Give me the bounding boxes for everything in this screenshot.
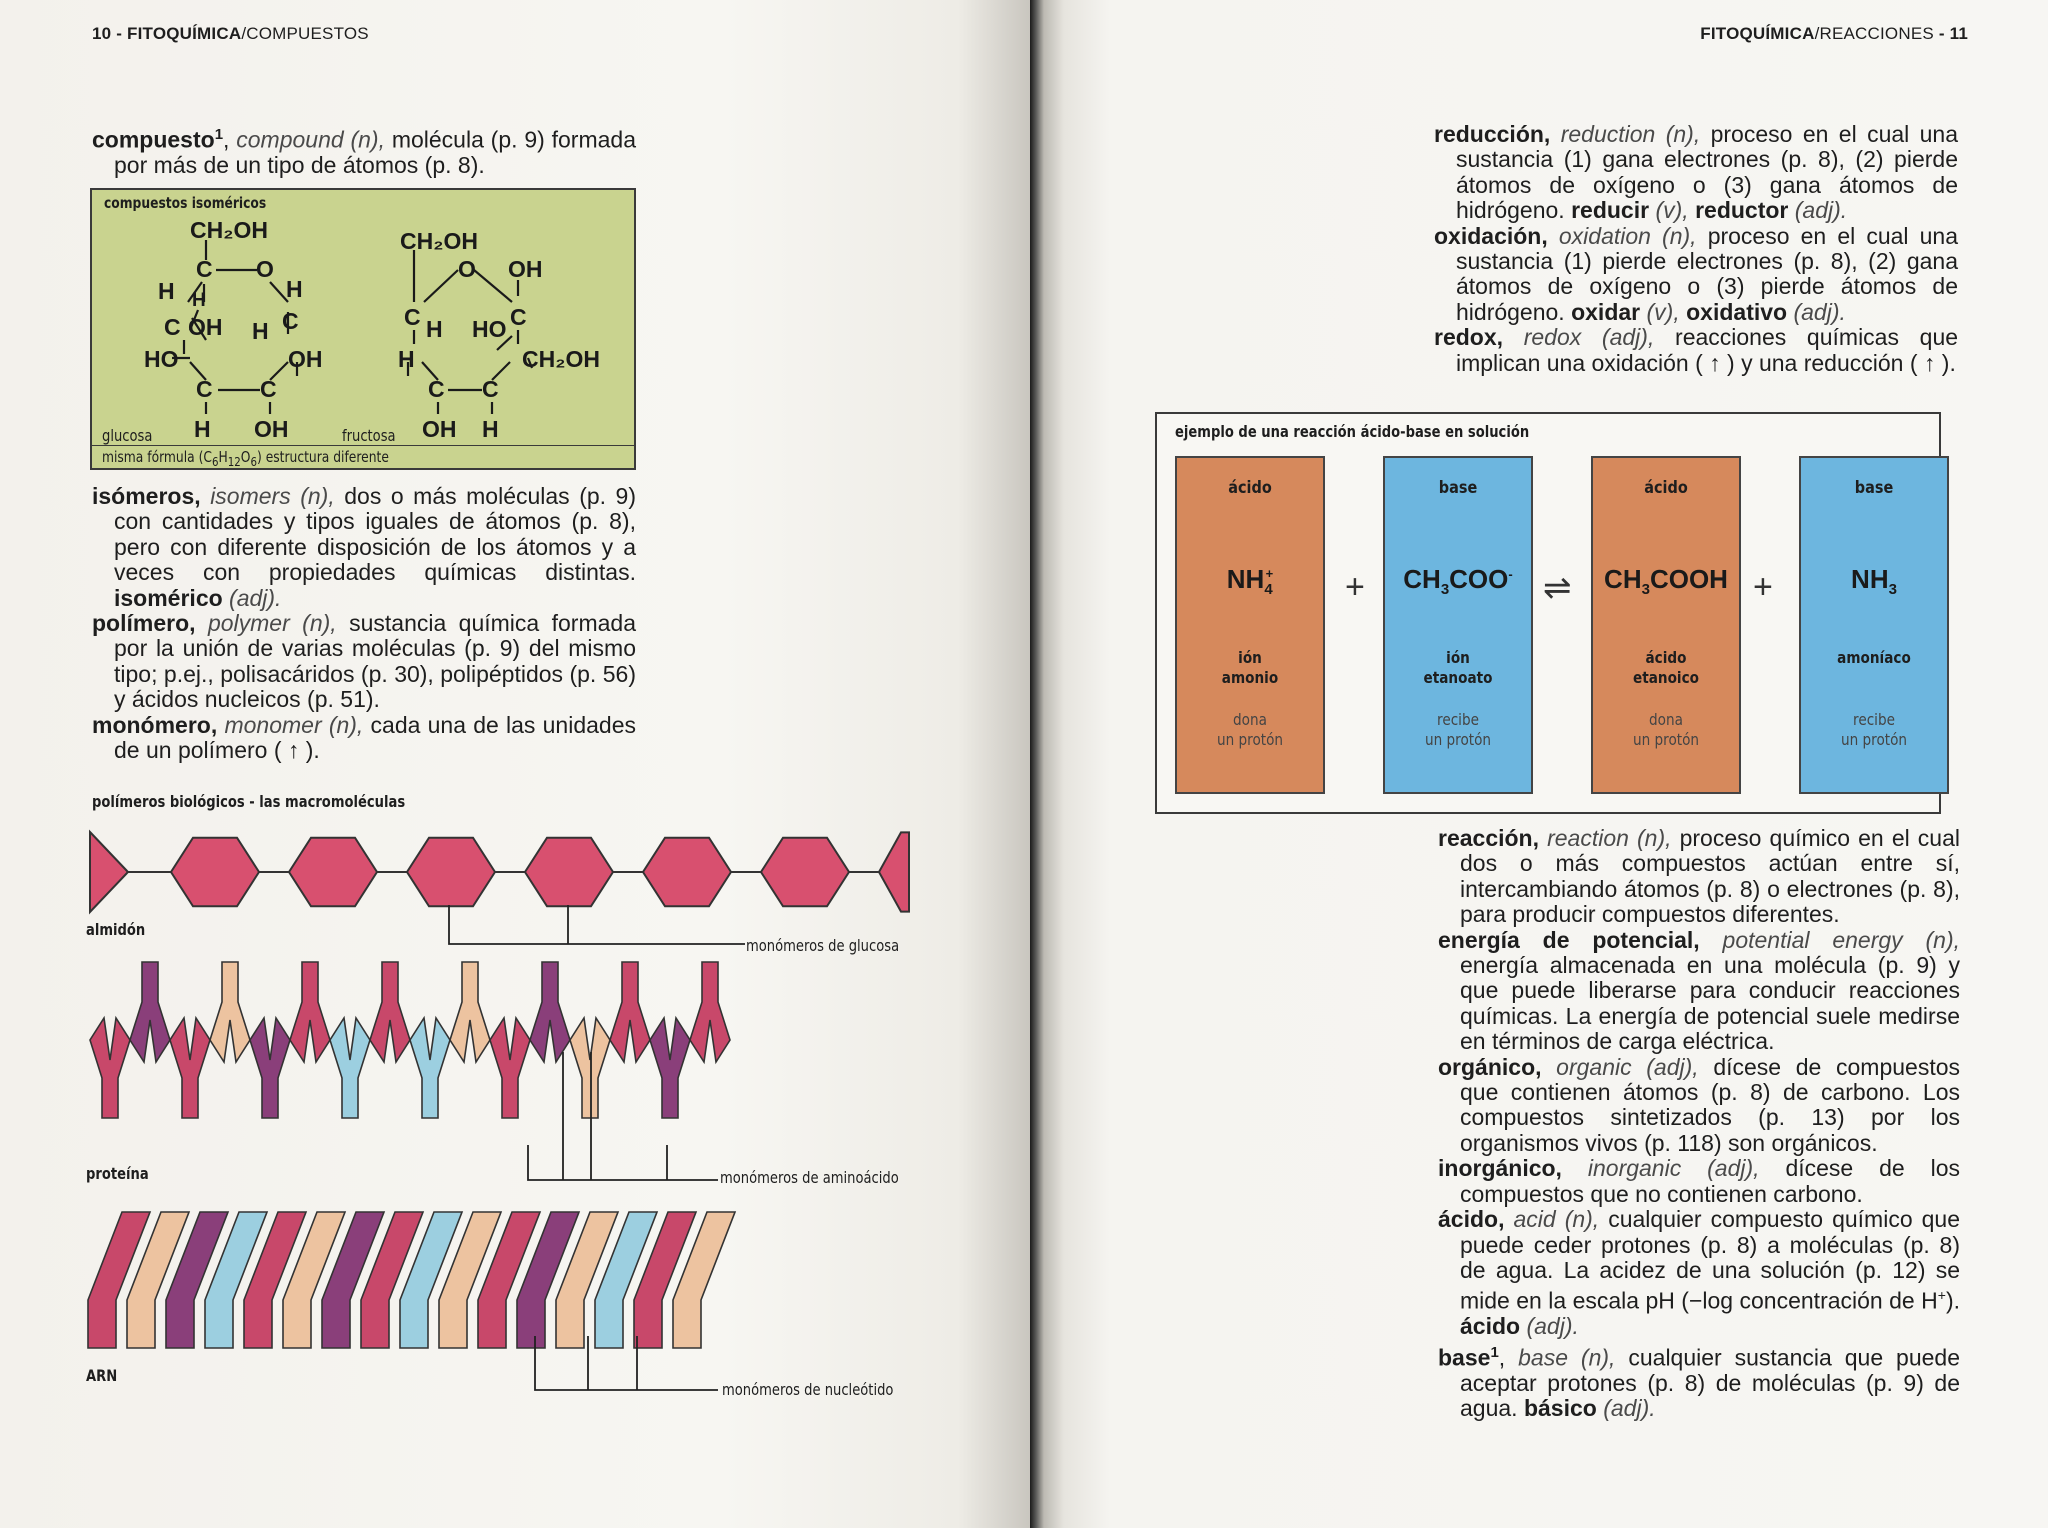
headword: reacción, bbox=[1438, 825, 1539, 851]
atom-oh: OH bbox=[508, 256, 543, 282]
headword: redox, bbox=[1434, 324, 1504, 351]
headword: inorgánico, bbox=[1438, 1155, 1562, 1182]
definition: proceso en el cual una sustancia (1) pierde electrones (p. 8), (2) gana átomos de oxígeno o (3) pierde átomos de hidrógeno. bbox=[1456, 222, 1959, 325]
part-of-speech: (adj). bbox=[1793, 298, 1846, 325]
equilibrium-arrow: ⇌ bbox=[1543, 569, 1572, 607]
atom-c: C bbox=[196, 256, 213, 282]
headword: compuesto bbox=[92, 126, 215, 153]
english-term: polymer (n), bbox=[207, 610, 337, 637]
figure-title: ejemplo de una reacción ácido-base en solución bbox=[1175, 422, 1530, 441]
entry-redox bbox=[1434, 325, 1958, 376]
reaction-card-4 bbox=[1799, 456, 1949, 794]
derived-word: reductor bbox=[1695, 197, 1789, 224]
amino-acid-monomer bbox=[570, 1018, 610, 1118]
card-name: ión etanoato bbox=[1423, 648, 1493, 687]
headword: energía de potencial, bbox=[1438, 926, 1700, 953]
starch-callout: monómeros de glucosa bbox=[746, 936, 900, 955]
card-formula: $CH_3COOH$ bbox=[1604, 564, 1728, 599]
page-number-left: 10 - bbox=[92, 24, 128, 43]
card-kind: ácido bbox=[1644, 478, 1688, 498]
amino-acid-monomer bbox=[210, 962, 250, 1062]
english-term: monomer (n), bbox=[224, 711, 364, 738]
definition: dícese de los compuestos que no contienen carbono. bbox=[1460, 1155, 1961, 1207]
amino-acid-monomer bbox=[650, 1018, 690, 1118]
english-term: compound (n), bbox=[236, 126, 385, 153]
definition: molécula (p. 9) formada por más de un tipo de átomos (p. 8). bbox=[114, 126, 636, 179]
english-term: acid (n), bbox=[1513, 1206, 1600, 1233]
headword: orgánico, bbox=[1438, 1053, 1542, 1080]
atom-c: C bbox=[482, 376, 499, 402]
definition: proceso químico en el cual dos o más compuestos actúan entre sí, intercambiando átomos (p. 8) o electrones (p. 8), para producir compuestos diferentes. bbox=[1460, 825, 1961, 928]
starch-hexagon bbox=[289, 838, 377, 907]
atom-oh: OH bbox=[188, 314, 223, 340]
english-term: isomers (n), bbox=[210, 483, 335, 509]
fructose-label: fructosa bbox=[342, 426, 396, 445]
entry-energia-potencial bbox=[1438, 928, 1960, 1055]
headword: isómeros, bbox=[92, 483, 201, 509]
rna-callout: monómeros de nucleótido bbox=[722, 1380, 894, 1399]
english-term: base (n), bbox=[1518, 1344, 1616, 1371]
atom-c: C bbox=[404, 304, 421, 330]
english-term: inorganic (adj), bbox=[1587, 1155, 1760, 1182]
amino-acid-monomer bbox=[290, 962, 330, 1062]
plus-sign: + bbox=[1753, 568, 1773, 606]
card-name: ión amonio bbox=[1221, 648, 1279, 687]
atom-oh: OH bbox=[254, 416, 289, 442]
amino-acid-monomer bbox=[610, 962, 650, 1062]
glucose-label: glucosa bbox=[102, 426, 153, 445]
atom-ch2oh: CH₂OH bbox=[522, 346, 600, 372]
english-term: reaction (n), bbox=[1547, 825, 1672, 851]
derived-word: reducir bbox=[1571, 197, 1650, 224]
card-kind: base bbox=[1854, 478, 1894, 498]
atom-h: H bbox=[194, 416, 211, 442]
part-of-speech: (adj). bbox=[1526, 1313, 1579, 1340]
derived-word: isomérico bbox=[114, 584, 223, 611]
atom-o: O bbox=[458, 256, 476, 282]
atom-h: H bbox=[482, 416, 499, 442]
amino-acid-monomer bbox=[370, 962, 410, 1062]
entry-inorganico bbox=[1438, 1156, 1960, 1207]
derived-word: ácido bbox=[1460, 1313, 1521, 1340]
reaction-card-3 bbox=[1591, 456, 1741, 794]
headword-sup: 1 bbox=[1490, 1343, 1499, 1361]
atom-ch2oh: CH₂OH bbox=[400, 228, 478, 254]
card-formula: $NH_4^+$ bbox=[1226, 564, 1274, 599]
card-role: recibe un protón bbox=[1840, 710, 1908, 749]
part-of-speech: (v), bbox=[1646, 298, 1680, 325]
entry-block-right-bottom bbox=[1438, 826, 1960, 1422]
definition: cualquier compuesto químico que puede ceder protones (p. 8) a moléculas (p. 8) de agua. La acidez de una solución (p. 12) se mide en la escala pH (−log concentración de H bbox=[1460, 1206, 1961, 1314]
reaction-card-1 bbox=[1175, 456, 1325, 794]
derived-word: oxidativo bbox=[1686, 298, 1788, 325]
atom-h: H bbox=[192, 290, 206, 311]
atom-c: C bbox=[428, 376, 445, 402]
entry-oxidacion bbox=[1434, 224, 1958, 326]
english-term: oxidation (n), bbox=[1558, 222, 1697, 249]
running-head-section: FITOQUÍMICA bbox=[127, 24, 242, 43]
english-term: redox (adj), bbox=[1523, 324, 1655, 351]
derived-word: básico bbox=[1523, 1395, 1597, 1422]
atom-c: C bbox=[196, 376, 213, 402]
part-of-speech: (adj). bbox=[1794, 197, 1848, 224]
definition: cada una de las unidades de un polímero ( ↑ ). bbox=[114, 711, 637, 764]
amino-acid-monomer bbox=[170, 1018, 210, 1118]
starch-hexagon-partial bbox=[90, 832, 128, 912]
definition: cualquier sustancia que puede aceptar protones (p. 8) de moléculas (p. 9) de agua. bbox=[1460, 1344, 1960, 1422]
definition: proceso en el cual una sustancia (1) gana electrones (p. 8), (2) pierde átomos de oxígeno o (3) gana átomos de hidrógeno. bbox=[1456, 121, 1959, 224]
protein-chain bbox=[90, 962, 730, 1118]
english-term: reduction (n), bbox=[1560, 121, 1701, 147]
running-head-subsection: /REACCIONES bbox=[1814, 24, 1934, 43]
amino-acid-monomer bbox=[530, 962, 570, 1062]
card-name: amoníaco bbox=[1837, 648, 1911, 667]
protein-callout: monómeros de aminoácido bbox=[720, 1168, 899, 1187]
running-head-right bbox=[1700, 24, 1968, 44]
headword: ácido, bbox=[1438, 1206, 1505, 1233]
entry-compuesto: compuesto$^1$, compound (n), molécula (p. 9) formada por más de un tipo de átomos (p. 8). bbox=[92, 126, 636, 179]
rna-chain bbox=[88, 1212, 735, 1348]
starch-chain bbox=[90, 832, 909, 912]
amino-acid-monomer bbox=[410, 1018, 450, 1118]
figure-title: compuestos isoméricos bbox=[104, 194, 267, 212]
headword: oxidación, bbox=[1434, 222, 1548, 249]
headword: reducción, bbox=[1434, 121, 1551, 147]
headword-sup: 1 bbox=[214, 126, 224, 143]
card-kind: ácido bbox=[1228, 478, 1272, 498]
atom-ho: HO bbox=[472, 316, 507, 342]
atom-c: C bbox=[282, 308, 299, 334]
definition: reacciones químicas que implican una oxidación ( ↑ ) y una reducción ( ↑ ). bbox=[1456, 324, 1959, 376]
reaction-card-2 bbox=[1383, 456, 1533, 794]
english-term: potential energy (n), bbox=[1722, 926, 1960, 953]
atom-c: C bbox=[260, 376, 277, 402]
part-of-speech: (v), bbox=[1655, 197, 1689, 224]
headword: monómero, bbox=[92, 711, 218, 738]
atom-oh: OH bbox=[422, 416, 457, 442]
card-kind: base bbox=[1438, 478, 1478, 498]
atom-oh: OH bbox=[288, 346, 323, 372]
rna-label: ARN bbox=[86, 1366, 118, 1385]
card-name: ácido etanoico bbox=[1632, 648, 1699, 687]
atom-c: C bbox=[164, 314, 181, 340]
amino-acid-monomer bbox=[490, 1018, 530, 1118]
definition: dícese de compuestos que contienen átomos (p. 8) de carbono. Los compuestos sintetizados (p. 13) por los organismos vivos (p. 118) son orgánicos. bbox=[1460, 1053, 1960, 1156]
headword: base bbox=[1438, 1344, 1491, 1371]
iso-caption: misma fórmula $(C_6H_{12}O_6)$ estructura diferente bbox=[102, 448, 389, 469]
amino-acid-monomer bbox=[330, 1018, 370, 1118]
english-term: organic (adj), bbox=[1556, 1053, 1699, 1080]
atom-h: H bbox=[286, 276, 303, 302]
card-formula: $CH_3COO^-$ bbox=[1403, 564, 1513, 599]
part-of-speech: (adj). bbox=[1603, 1395, 1656, 1422]
amino-acid-monomer bbox=[450, 962, 490, 1062]
card-formula: $NH_3$ bbox=[1851, 564, 1897, 599]
amino-acid-monomer bbox=[250, 1018, 290, 1118]
card-role: recibe un protón bbox=[1424, 710, 1492, 749]
atom-ho: HO bbox=[144, 346, 179, 372]
entry-block-right-top bbox=[1434, 122, 1958, 376]
atom-h: H bbox=[398, 346, 415, 372]
running-head-section: FITOQUÍMICA bbox=[1700, 24, 1815, 43]
starch-hexagon bbox=[761, 838, 849, 907]
derived-word: oxidar bbox=[1571, 298, 1641, 325]
starch-hexagon bbox=[879, 832, 909, 911]
amino-acid-monomer bbox=[90, 1018, 130, 1118]
definition: energía almacenada en una molécula (p. 9) y que puede liberarse para conducir reacciones químicas. La energía de potencial suele medirse en términos de carga eléctrica. bbox=[1460, 952, 1960, 1055]
atom-h: H bbox=[426, 316, 443, 342]
atom-h: H bbox=[158, 278, 175, 304]
atom-h: H bbox=[252, 318, 269, 344]
starch-hexagon bbox=[407, 838, 495, 907]
running-head-subsection: /COMPUESTOS bbox=[241, 24, 369, 43]
atom-o: O bbox=[256, 256, 274, 282]
part-of-speech: (adj). bbox=[229, 584, 282, 611]
amino-acid-monomer bbox=[130, 962, 170, 1062]
starch-hexagon bbox=[171, 838, 259, 907]
definition: dos o más moléculas (p. 9) con cantidades y tipos iguales de átomos (p. 8), pero con diferente disposición de los átomos y a veces con propiedades químicas distintas. bbox=[114, 483, 637, 586]
starch-hexagon bbox=[643, 838, 731, 907]
entry-reduccion bbox=[1434, 122, 1958, 224]
right-page bbox=[1030, 0, 2048, 1528]
atom-c: C bbox=[510, 304, 527, 330]
card-role: dona un protón bbox=[1632, 710, 1700, 749]
protein-label: proteína bbox=[86, 1164, 149, 1183]
entry-organico bbox=[1438, 1055, 1960, 1157]
definition: sustancia química formada por la unión de varias moléculas (p. 9) del mismo tipo; p.ej., polisacáridos (p. 30), polipéptidos (p. 56) y ácidos nucleicos (p. 51). bbox=[114, 610, 637, 713]
atom-ch2oh: CH₂OH bbox=[190, 217, 268, 243]
plus-sign: + bbox=[1345, 568, 1365, 606]
polymers-figure-title: polímeros biológicos - las macromoléculas bbox=[92, 792, 406, 811]
card-role: dona un protón bbox=[1216, 710, 1284, 749]
entry-reaccion bbox=[1438, 826, 1960, 928]
page-number-right: - 11 bbox=[1933, 24, 1968, 43]
starch-label: almidón bbox=[86, 920, 146, 939]
reaction-figure bbox=[1155, 412, 1941, 814]
entry-base: base$^1$, base (n), cualquier sustancia que puede aceptar protones (p. 8) de moléculas (p. 9) de agua. básico (adj). bbox=[1438, 1343, 1960, 1422]
entry-acido: ácido, acid (n), cualquier compuesto químico que puede ceder protones (p. 8) a moléculas (p. 8) de agua. La acidez de una solución (p. 12) se mide en la escala pH (−log concentración de H+). ácido (adj). bbox=[1438, 1206, 1961, 1340]
headword: polímero, bbox=[92, 610, 196, 637]
starch-hexagon bbox=[525, 838, 613, 907]
amino-acid-monomer bbox=[690, 962, 730, 1062]
